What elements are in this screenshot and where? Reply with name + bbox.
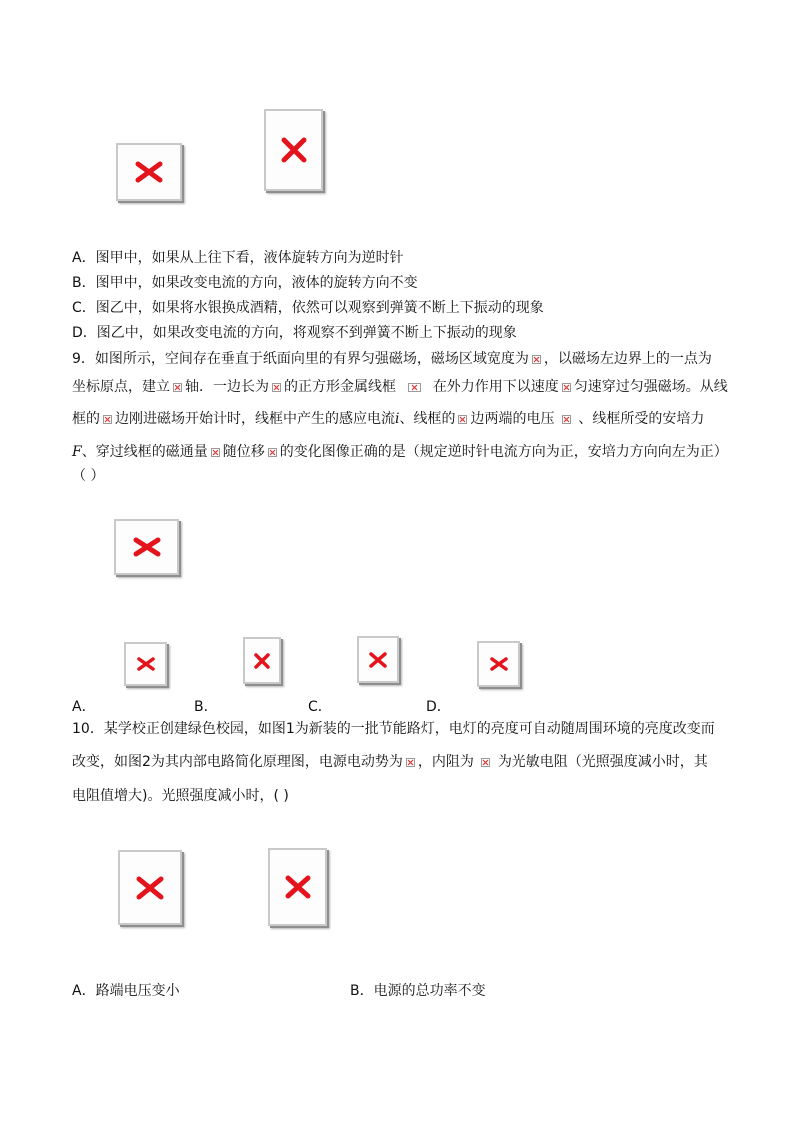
formula-placeholder-icon	[103, 415, 112, 424]
formula-placeholder-icon	[562, 383, 571, 392]
formula-placeholder-icon	[532, 355, 541, 364]
q10-line-1: 10．某学校正创建绿色校园，如图1为新装的一批节能路灯，电灯的亮度可自动随周围环境的亮度改变而	[72, 721, 715, 737]
q8-option-a: A．图甲中，如果从上往下看，液体旋转方向为逆时针	[72, 250, 404, 266]
formula-placeholder-icon	[458, 415, 467, 424]
q9-line-2: 坐标原点，建立 轴．一边长为 的正方形金属线框 在外力作用下以速度 匀速穿过匀强磁场。从线	[72, 379, 728, 395]
q9-line-4: F、穿过线框的磁通量 随位移 的变化图像正确的是（规定逆时针电流方向为正，安培力方向向左为正）	[72, 444, 728, 460]
q9-choice-c-label: C．	[308, 699, 332, 715]
q9-option-d-figure	[477, 641, 520, 687]
q9-main-figure-placeholder	[114, 519, 179, 575]
q10-line-2: 改变，如图2为其内部电路简化原理图，电源电动势为 ，内阻为 为光敏电阻（光照强度减小时，其	[72, 754, 708, 770]
formula-placeholder-icon	[562, 415, 571, 424]
q8-option-c: C．图乙中，如果将水银换成酒精，依然可以观察到弹簧不断上下振动的现象	[72, 300, 544, 316]
broken-image-icon	[284, 874, 312, 900]
broken-image-icon	[135, 875, 165, 901]
q9-choice-d-label: D．	[426, 699, 451, 715]
q8-option-b: B．图甲中，如果改变电流的方向，液体的旋转方向不变	[72, 275, 418, 291]
q10-figure-1-placeholder	[118, 850, 182, 925]
broken-image-icon	[134, 161, 164, 183]
q9-choice-b-label: B．	[194, 699, 218, 715]
q9-choice-a-label: A．	[72, 699, 96, 715]
q10-figure-2-placeholder	[268, 848, 327, 926]
q9-option-a-figure	[124, 642, 167, 686]
broken-image-icon	[253, 652, 271, 670]
broken-image-icon	[280, 136, 308, 164]
formula-placeholder-icon	[211, 448, 220, 457]
q10-option-b: B．电源的总功率不变	[350, 983, 486, 999]
formula-placeholder-icon	[408, 383, 421, 392]
q9-option-b-figure	[243, 637, 281, 684]
q10-line-3: 电阻值增大)。光照强度减小时，( )	[72, 788, 289, 804]
broken-image-icon	[136, 656, 156, 672]
q9-line-3: 框的 边刚进磁场开始计时，线框中产生的感应电流i、线框的 边两端的电压 、线框所受的安培力	[72, 411, 705, 427]
broken-image-icon	[489, 656, 509, 672]
formula-placeholder-icon	[268, 448, 277, 457]
broken-image-icon	[132, 537, 162, 557]
formula-placeholder-icon	[272, 383, 281, 392]
broken-image-icon	[368, 651, 388, 669]
formula-placeholder-icon	[406, 758, 415, 767]
q9-answer-bracket: （ ）	[72, 468, 105, 484]
q8-option-d: D．图乙中，如果改变电流的方向，将观察不到弹簧不断上下振动的现象	[72, 325, 517, 341]
q10-option-a: A．路端电压变小	[72, 983, 180, 999]
q9-line-1: 9．如图所示，空间存在垂直于纸面向里的有界匀强磁场，磁场区域宽度为 ，以磁场左边界上的一点为	[72, 351, 712, 367]
formula-placeholder-icon	[481, 758, 490, 767]
figure-jia-placeholder	[116, 143, 182, 201]
formula-placeholder-icon	[173, 383, 182, 392]
q9-option-c-figure	[357, 636, 399, 683]
figure-yi-placeholder	[264, 109, 323, 191]
